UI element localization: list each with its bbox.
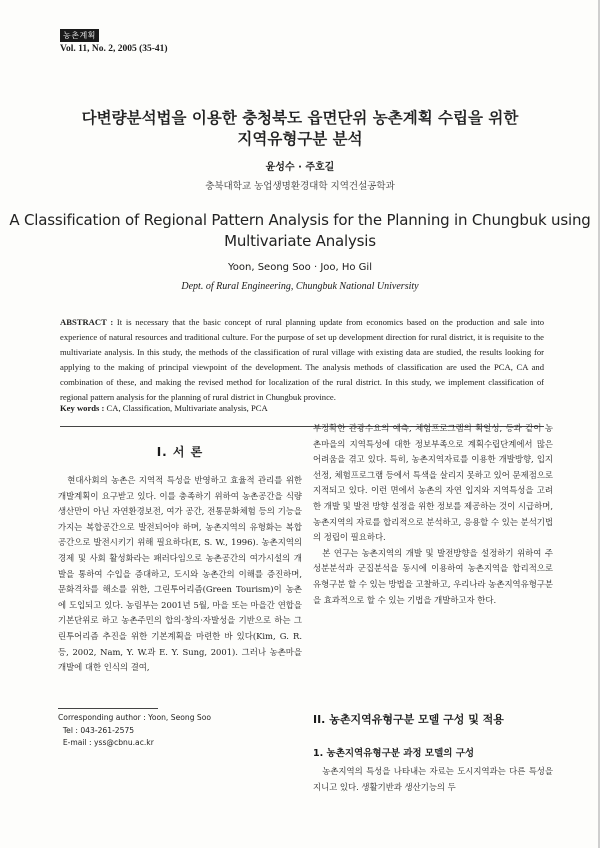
left-column: [58, 473, 302, 676]
section-2-body: [313, 764, 553, 795]
abstract-text: It is necessary that the basic concept of rural planning update from economics based on the production and sale into experience of natural resources and traditional culture. For the purpose of set up development direction for rural district, it is requisite to the multivariate analysis. In this study, the methods of the classification of rural village with existing data are studied, the results looking for applying to the making of principal viewpoint of the development. The analysis methods of classification are used the PCA, CA and combination of these, and making the revised method for localization of the rural district. In this study, we implement classification of regional pattern analysis for the planning of rural district in Chungbuk province.: [60, 317, 544, 402]
section-2-paragraph: 농촌지역의 특성을 나타내는 자료는 도시지역과는 다른 특성을 지니고 있다. 생활기반과 생산기능의 두: [313, 766, 553, 792]
right-paragraph-2: 본 연구는 농촌지역의 개발 및 발전방향을 설정하기 위하여 주성분분석과 군집분석을 동시에 이용하여 농촌지역을 합리적으로 유형구분 할 수 있는 방법을 고찰하고, 우리나라 농촌지역유형구분을 효과적으로 할 수 있는 기법을 개발하고자 한다.: [313, 547, 553, 605]
footnote-divider: [58, 708, 158, 709]
right-column: [313, 421, 553, 608]
abstract: [60, 315, 544, 405]
title-korean-line2: 지역유형구분 분석: [237, 130, 363, 148]
title-english-line2: Multivariate Analysis: [224, 232, 376, 250]
intro-paragraph: 현대사회의 농촌은 지역적 특성을 반영하고 효율적 관리를 위한 개발계획이 요구받고 있다. 이를 충족하기 위하여 농촌공간을 식량생산만이 아닌 자연환경보전, 여가 공간, 전통문화체험 등의 기능을 가지는 복합공간으로 발전되어야 하며, 농촌지역의 유형화는 복합공간으로 발전시키기 위해 필요하다(E, S. W., 1996). 농촌지역의 경제 및 사회 활성화라는 패러다임으로 농촌공간의 여가시설의 개발을 통하여 수입을 증대하고, 도시와 농촌간의 이해를 증진하며, 문화격차를 해소를 위한, 그린투어리즘(Green Tourism)이 농촌에 도입되고 있다. 농림부는 2001년 5월, 마을 또는 마을간 연합을 기본단위로 하고 농촌주민의 합의·창의·자발성을 기반으로 하는 그린투어리즘 추진을 위한 기본계획을 마련한 바 있다(Kim, G. R. 등, 2002, Nam, Y. W.과 E. Y. Sung, 2001). 그러나 농촌마을 개발에 대한 인식의 결여,: [58, 475, 302, 673]
authors-english: Yoon, Seong Soo · Joo, Ho Gil: [228, 262, 372, 273]
title-english: [0, 210, 600, 252]
title-english-line1: A Classification of Regional Pattern Analysis for the Planning in Chungbuk using: [9, 211, 591, 229]
journal-reference: Vol. 11, No. 2, 2005 (35-41): [60, 44, 168, 54]
title-korean-line1: 다변량분석법을 이용한 충청북도 읍면단위 농촌계획 수립을 위한: [81, 109, 519, 127]
affiliation-korean: 충북대학교 농업생명환경대학 지역건설공학과: [205, 181, 395, 192]
keywords-label: Key words :: [60, 403, 105, 413]
authors-korean: 윤성수 · 주호길: [265, 162, 335, 173]
footnote: [58, 712, 211, 750]
section-2-heading: II. 농촌지역유형구분 모델 구성 및 적용: [313, 713, 504, 726]
right-paragraph-1: 부정확한 관광수요의 예측, 체험프로그램의 획일성, 등과 같이 농촌마을의 지역특성에 대한 정보부족으로 계획수립단계에서 많은 어려움을 겪고 있다. 특히, 농촌지역자료를 이용한 개발방향, 입지 선정, 체험프로그램 등에서 특색을 살리지 못하고 있어 문제점으로 지적되고 있다. 이런 면에서 농촌의 자연 입지와 지역특성을 고려한 개발 및 발전 방향 설정을 위한 정보를 제공하는 것이 시급하며, 농촌지역의 자료를 합리적으로 분석하고, 응용할 수 있는 분석기법의 정립이 필요하다.: [313, 423, 553, 543]
keywords: [60, 403, 544, 413]
footnote-email: E-mail : yss@cbnu.ac.kr: [58, 738, 154, 747]
affiliation-english: Dept. of Rural Engineering, Chungbuk National University: [181, 281, 419, 292]
footnote-author: Corresponding author : Yoon, Seong Soo: [58, 713, 212, 722]
abstract-label: ABSTRACT :: [60, 317, 114, 327]
keywords-text: CA, Classification, Multivariate analysis, PCA: [104, 403, 268, 413]
subsection-1-heading: 1. 농촌지역유형구분 과정 모델의 구성: [313, 748, 475, 759]
journal-badge: 농촌계획: [60, 29, 99, 42]
section-1-heading: I. 서 론: [156, 445, 204, 459]
footnote-tel: Tel : 043-261-2575: [58, 725, 135, 735]
title-korean: [0, 108, 600, 150]
